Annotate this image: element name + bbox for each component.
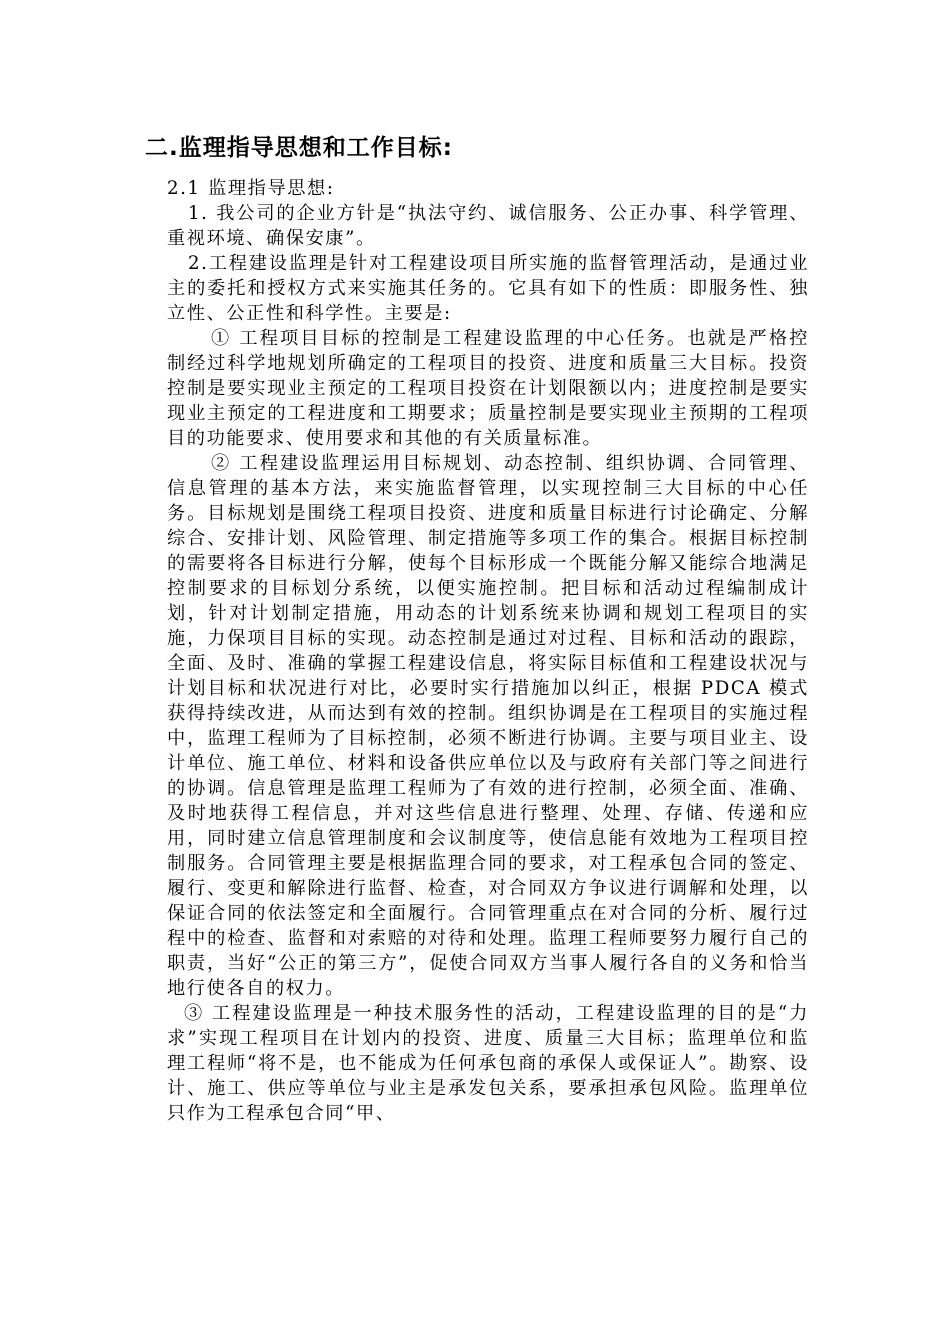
paragraph-supervision-definition: 2.工程建设监理是针对工程建设项目所实施的监督管理活动，是通过业主的委托和授权方式来实施其任务的。它具有如下的性质：即服务性、独立性、公正性和科学性。主要是:: [167, 253, 809, 324]
paragraph-target-control: ① 工程项目目标的控制是工程建设监理的中心任务。也就是严格控制经过科学地规划所确定的工程项目的投资、进度和质量三大目标。投资控制是要实现业主预定的工程项目投资在计划限额以内；进度控制是要实现业主预定的工程进度和工期要求；质量控制是要实现业主预期的工程项目的功能要求、使用要求和其他的有关质量标准。: [167, 328, 809, 449]
section-heading: 二.监理指导思想和工作目标:: [145, 135, 453, 161]
paragraph-company-policy: 1. 我公司的企业方针是“执法守约、诚信服务、公正办事、科学管理、重视环境、确保安康”。: [167, 203, 809, 249]
paragraph-management-methods: ② 工程建设监理运用目标规划、动态控制、组织协调、合同管理、信息管理的基本方法，来实施监督管理，以实现控制三大目标的中心任务。目标规划是围绕工程项目投资、进度和质量目标进行讨论确定、分解综合、安排计划、风险管理、制定措施等多项工作的集合。根据目标控制的需要将各目标进行分解，使每个目标形成一个既能分解又能综合地满足控制要求的目标划分系统，以便实施控制。把目标和活动过程编制成计划，针对计划制定措施，用动态的计划系统来协调和规划工程项目的实施，力保项目目标的实现。动态控制是通过对过程、目标和活动的跟踪，全面、及时、准确的掌握工程建设信息，将实际目标值和工程建设状况与计划目标和状况进行对比，必要时实行措施加以纠正，根据 PDCA 模式获得持续改进，从而达到有效的控制。组织协调是在工程项目的实施过程中，监理工程师为了目标控制，必须不断进行协调。主要与项目业主、设计单位、施工单位、材料和设备供应单位以及与政府有关部门等之间进行的协调。信息管理是监理工程师为了有效的进行控制，必须全面、准确、及时地获得工程信息，并对这些信息进行整理、处理、存储、传递和应用，同时建立信息管理制度和会议制度等，使信息能有效地为工程项目控制服务。合同管理主要是根据监理合同的要求，对工程承包合同的签定、履行、变更和解除进行监督、检查，对合同双方争议进行调解和处理，以保证合同的依法签定和全面履行。合同管理重点在对合同的分析、履行过程中的检查、监督和对索赔的对待和处理。监理工程师要努力履行自己的职责，当好“公正的第三方”，促使合同双方当事人履行各自的义务和恰当地行使各自的权力。: [167, 453, 809, 999]
paragraph-technical-service: ③ 工程建设监理是一种技术服务性的活动，工程建设监理的目的是“力求”实现工程项目在计划内的投资、进度、质量三大目标；监理单位和监理工程师“将不是，也不能成为任何承包商的承保人或保证人”。勘察、设计、施工、供应等单位与业主是承发包关系，要承担承包风险。监理单位只作为工程承包合同“甲、: [167, 1003, 809, 1124]
subsection-title: 2.1 监理指导思想:: [167, 178, 335, 199]
document-body: [167, 176, 809, 1126]
